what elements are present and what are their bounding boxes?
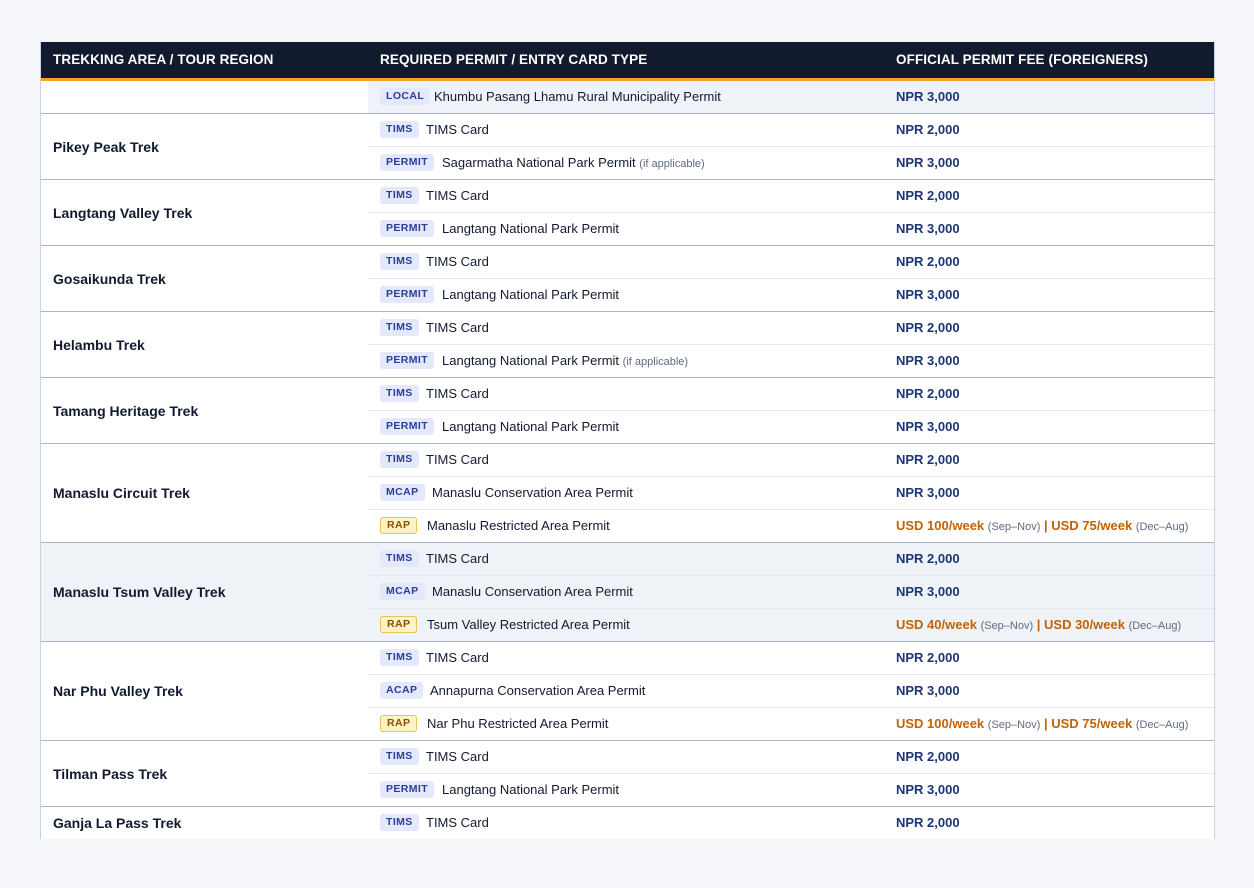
permit-row <box>368 147 1214 179</box>
permit-name: Manaslu Restricted Area Permit <box>427 518 610 533</box>
permit-name-cell <box>426 749 489 764</box>
permit-fee <box>896 782 960 797</box>
header-trekking-area: TREKKING AREA / TOUR REGION <box>53 52 274 67</box>
fee-npr: NPR 2,000 <box>896 650 960 665</box>
fee-season: (Dec–Aug) <box>1135 521 1189 533</box>
permit-name-cell <box>426 452 489 467</box>
permit-fee <box>896 716 1188 731</box>
fee-usd: USD 75/week <box>1051 716 1133 731</box>
fee-npr: NPR 2,000 <box>896 386 960 401</box>
permit-type-badge: PERMIT <box>380 781 434 798</box>
permit-name: TIMS Card <box>426 452 489 467</box>
permit-fee <box>896 419 960 434</box>
permit-name: TIMS Card <box>426 386 489 401</box>
trek-group <box>41 114 1214 180</box>
permit-name-cell <box>426 254 489 269</box>
permit-fee <box>896 122 960 137</box>
permit-row <box>368 246 1214 279</box>
permit-fee <box>896 287 960 302</box>
permit-row <box>368 411 1214 443</box>
permit-row <box>368 213 1214 245</box>
permit-row <box>368 378 1214 411</box>
trek-group <box>41 807 1214 839</box>
permit-name-cell <box>426 551 489 566</box>
permit-row <box>368 774 1214 806</box>
permit-name-cell <box>426 815 489 830</box>
table-header <box>41 42 1214 81</box>
permit-type-badge: ACAP <box>380 682 423 699</box>
permit-name: TIMS Card <box>426 122 489 137</box>
permit-type-badge: PERMIT <box>380 220 434 237</box>
fee-usd: USD 100/week <box>896 716 985 731</box>
permit-row <box>368 807 1214 839</box>
permit-row <box>368 708 1214 740</box>
permit-fee <box>896 386 960 401</box>
permit-name-cell <box>432 485 633 500</box>
fee-npr: NPR 2,000 <box>896 815 960 830</box>
permit-fee <box>896 683 960 698</box>
permit-fee <box>896 617 1181 632</box>
permit-fee <box>896 320 960 335</box>
fee-npr: NPR 3,000 <box>896 584 960 599</box>
trek-group <box>41 312 1214 378</box>
permit-name: Manaslu Conservation Area Permit <box>432 485 633 500</box>
permit-row <box>368 675 1214 708</box>
permit-name: Langtang National Park Permit <box>442 353 620 368</box>
fee-season: (Sep–Nov) <box>980 620 1034 632</box>
permit-row <box>368 345 1214 377</box>
permit-name-cell <box>442 221 619 236</box>
permit-name-cell <box>442 287 619 302</box>
fee-npr: NPR 3,000 <box>896 155 960 170</box>
permit-name: TIMS Card <box>426 749 489 764</box>
permit-name-cell <box>430 683 645 698</box>
trek-area-name: Manaslu Tsum Valley Trek <box>53 584 226 600</box>
permit-type-badge: TIMS <box>380 121 419 138</box>
fee-npr: NPR 2,000 <box>896 122 960 137</box>
permit-name-cell <box>426 188 489 203</box>
permit-name: Langtang National Park Permit <box>442 287 620 302</box>
permit-type-badge: TIMS <box>380 550 419 567</box>
permit-type-badge: TIMS <box>380 649 419 666</box>
permit-name-cell <box>442 155 705 170</box>
permit-row <box>368 180 1214 213</box>
permit-name-cell <box>434 89 721 104</box>
permit-name: Langtang National Park Permit <box>442 419 620 434</box>
trek-area-name: Ganja La Pass Trek <box>53 815 182 831</box>
fee-usd: USD 30/week <box>1044 617 1125 632</box>
permit-type-badge: PERMIT <box>380 154 434 171</box>
permit-name: TIMS Card <box>426 188 489 203</box>
fee-separator: | <box>1040 716 1052 731</box>
trek-area-name: Gosaikunda Trek <box>53 270 166 287</box>
header-permit-type: REQUIRED PERMIT / ENTRY CARD TYPE <box>380 52 648 67</box>
trek-area-name: Tilman Pass Trek <box>53 765 168 782</box>
permit-type-badge: RAP <box>380 517 417 534</box>
fee-npr: NPR 3,000 <box>896 683 960 698</box>
permit-name: Manaslu Conservation Area Permit <box>432 584 633 599</box>
permit-type-badge: MCAP <box>380 583 425 600</box>
permit-fee <box>896 89 960 104</box>
fee-npr: NPR 3,000 <box>896 89 960 104</box>
permit-fee <box>896 815 960 830</box>
trek-area-name: Helambu Trek <box>53 336 145 353</box>
trek-group <box>41 543 1214 642</box>
permit-name: Tsum Valley Restricted Area Permit <box>427 617 630 632</box>
trek-area-name: Langtang Valley Trek <box>53 204 193 221</box>
permit-name: Khumbu Pasang Lhamu Rural Municipality Permit <box>434 89 721 104</box>
table-body <box>41 81 1214 839</box>
permit-name-cell <box>442 782 619 797</box>
fee-npr: NPR 2,000 <box>896 551 960 566</box>
permit-name-cell <box>426 320 489 335</box>
permit-name-cell <box>426 122 489 137</box>
permit-note: (if applicable) <box>639 158 705 170</box>
fee-npr: NPR 3,000 <box>896 485 960 500</box>
fee-season: (Sep–Nov) <box>987 719 1041 731</box>
fee-npr: NPR 2,000 <box>896 254 960 269</box>
permit-fee <box>896 188 960 203</box>
permit-name: Sagarmatha National Park Permit <box>442 155 636 170</box>
fee-npr: NPR 2,000 <box>896 452 960 467</box>
permit-name: Nar Phu Restricted Area Permit <box>427 716 609 731</box>
trek-group <box>41 444 1214 543</box>
permit-name: TIMS Card <box>426 320 489 335</box>
permit-fee <box>896 518 1188 533</box>
permit-type-badge: RAP <box>380 616 417 633</box>
permit-type-badge: PERMIT <box>380 286 434 303</box>
permit-name: Langtang National Park Permit <box>442 782 620 797</box>
permit-type-badge: LOCAL <box>380 88 430 105</box>
permit-type-badge: PERMIT <box>380 418 434 435</box>
fee-separator: | <box>1040 518 1052 533</box>
permit-fee <box>896 254 960 269</box>
fee-npr: NPR 3,000 <box>896 221 960 236</box>
permit-row <box>368 576 1214 609</box>
trek-group <box>41 741 1214 807</box>
permit-name-cell <box>426 386 489 401</box>
permit-fee <box>896 749 960 764</box>
permit-type-badge: TIMS <box>380 451 419 468</box>
permit-name-cell <box>442 419 619 434</box>
fee-separator: | <box>1033 617 1045 632</box>
permit-row <box>368 477 1214 510</box>
trek-area-name: Manaslu Circuit Trek <box>53 485 190 501</box>
fee-npr: NPR 2,000 <box>896 320 960 335</box>
permit-name-cell <box>427 716 608 731</box>
fee-usd: USD 40/week <box>896 617 977 632</box>
fee-season: (Dec–Aug) <box>1128 620 1182 632</box>
permit-name-cell <box>442 353 688 368</box>
permit-fee <box>896 353 960 368</box>
permit-row <box>368 609 1214 641</box>
permit-name: TIMS Card <box>426 254 489 269</box>
fee-npr: NPR 2,000 <box>896 188 960 203</box>
fee-npr: NPR 3,000 <box>896 419 960 434</box>
trek-area-name: Tamang Heritage Trek <box>53 402 199 419</box>
permit-row <box>368 741 1214 774</box>
permit-row <box>368 510 1214 542</box>
permit-type-badge: RAP <box>380 715 417 732</box>
fee-season: (Dec–Aug) <box>1135 719 1189 731</box>
trek-group <box>41 378 1214 444</box>
trek-group <box>41 180 1214 246</box>
permit-row <box>368 312 1214 345</box>
permit-fee <box>896 584 960 599</box>
permit-type-badge: MCAP <box>380 484 425 501</box>
permit-row <box>368 279 1214 311</box>
permit-row <box>368 81 1214 113</box>
fee-usd: USD 100/week <box>896 518 985 533</box>
permit-fee <box>896 485 960 500</box>
trek-area-name <box>41 81 368 113</box>
permit-type-badge: TIMS <box>380 319 419 336</box>
permit-type-badge: TIMS <box>380 748 419 765</box>
permit-name: Annapurna Conservation Area Permit <box>430 683 646 698</box>
trek-area-name: Pikey Peak Trek <box>53 138 159 155</box>
permit-type-badge: TIMS <box>380 253 419 270</box>
fee-usd: USD 75/week <box>1051 518 1133 533</box>
trek-group <box>41 246 1214 312</box>
permit-name-cell <box>432 584 633 599</box>
trek-area-name: Nar Phu Valley Trek <box>53 683 183 699</box>
permit-name-cell <box>427 617 630 632</box>
permit-row <box>368 114 1214 147</box>
permit-name: Langtang National Park Permit <box>442 221 620 236</box>
permit-fee <box>896 155 960 170</box>
fee-npr: NPR 3,000 <box>896 782 960 797</box>
trek-group <box>41 642 1214 741</box>
permit-name-cell <box>426 650 489 665</box>
permit-note: (if applicable) <box>622 356 689 368</box>
permit-row <box>368 444 1214 477</box>
permit-type-badge: TIMS <box>380 814 419 831</box>
permit-name: TIMS Card <box>426 650 489 665</box>
trek-group <box>41 81 1214 114</box>
permit-row <box>368 543 1214 576</box>
permit-fee <box>896 221 960 236</box>
permit-fee <box>896 650 960 665</box>
fee-npr: NPR 3,000 <box>896 287 960 302</box>
fee-npr: NPR 2,000 <box>896 749 960 764</box>
permit-fee <box>896 452 960 467</box>
permit-row <box>368 642 1214 675</box>
permit-name: TIMS Card <box>426 815 489 830</box>
permit-name-cell <box>427 518 610 533</box>
permit-fee <box>896 551 960 566</box>
permit-type-badge: PERMIT <box>380 352 434 369</box>
permit-table <box>40 42 1215 839</box>
header-permit-fee: OFFICIAL PERMIT FEE (FOREIGNERS) <box>896 52 1148 67</box>
fee-season: (Sep–Nov) <box>987 521 1041 533</box>
permit-type-badge: TIMS <box>380 385 419 402</box>
permit-type-badge: TIMS <box>380 187 419 204</box>
fee-npr: NPR 3,000 <box>896 353 960 368</box>
permit-name: TIMS Card <box>426 551 489 566</box>
